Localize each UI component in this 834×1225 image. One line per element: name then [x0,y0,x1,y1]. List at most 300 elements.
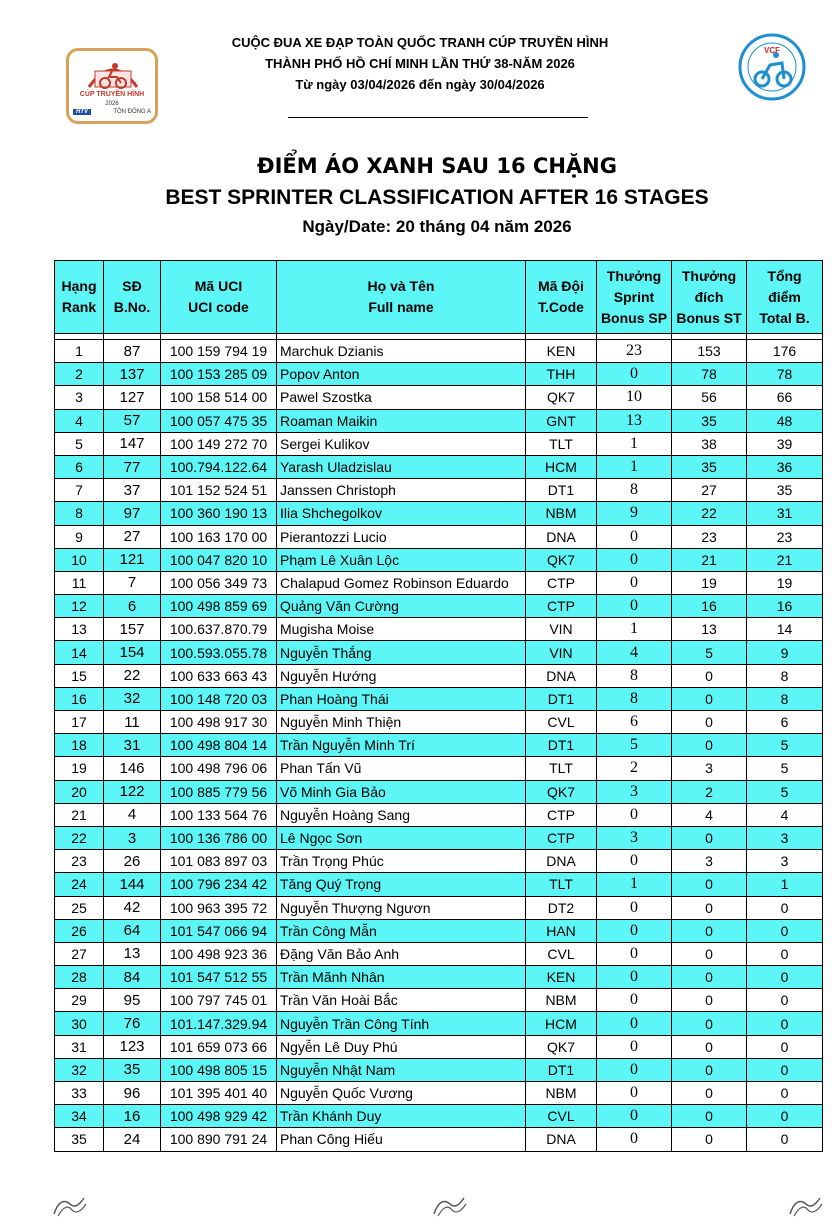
col-label-line: Thưởng [606,267,662,284]
rank-cell: 10 [55,548,104,571]
team-cell: CVL [526,1105,597,1128]
name-cell: Lê Ngọc Sơn [277,826,526,849]
bonus-stage-cell: 0 [672,942,747,965]
table-row [55,942,823,965]
uci-cell: 101 547 512 55 [161,966,277,989]
bonus-stage-cell: 153 [672,340,747,363]
bonus-sprint-cell: 8 [597,479,672,502]
name-cell: Trần Mãnh Nhân [277,966,526,989]
bib-cell: 4 [104,803,161,826]
name-cell: Phan Công Hiếu [277,1128,526,1151]
bonus-sprint-cell: 1 [597,432,672,455]
cyclist-emblem-icon [83,57,143,91]
bonus-sprint-cell: 0 [597,919,672,942]
bonus-sprint-cell: 23 [597,340,672,363]
table-row [55,1128,823,1151]
event-title-line1: CUỘC ĐUA XE ĐẠP TOÀN QUỐC TRANH CÚP TRUYỀN HÌNH [231,35,609,50]
bonus-sprint-cell: 0 [597,1058,672,1081]
team-cell: NBM [526,502,597,525]
col-label-line: điểm [768,288,801,305]
table-row [55,1012,823,1035]
team-cell: NBM [526,1082,597,1105]
name-cell: Nguyễn Hướng [277,664,526,687]
name-cell: Pawel Szostka [277,386,526,409]
total-cell: 3 [747,850,823,873]
bonus-sprint-cell: 3 [597,780,672,803]
col-rank [55,261,104,334]
table-row [55,479,823,502]
uci-cell: 100 136 786 00 [161,826,277,849]
total-cell: 0 [747,942,823,965]
team-cell: TLT [526,873,597,896]
total-cell: 8 [747,687,823,710]
total-cell: 0 [747,896,823,919]
total-cell: 31 [747,502,823,525]
uci-cell: 100 890 791 24 [161,1128,277,1151]
name-cell: Ngyễn Lê Duy Phú [277,1035,526,1058]
bonus-sprint-cell: 1 [597,455,672,478]
uci-cell: 100 360 190 13 [161,502,277,525]
name-cell: Quảng Văn Cường [277,595,526,618]
col-bonus-stage [672,261,747,334]
bonus-stage-cell: 5 [672,641,747,664]
table-row [55,502,823,525]
uci-cell: 100 149 272 70 [161,432,277,455]
name-cell: Chalapud Gomez Robinson Eduardo [277,571,526,594]
name-cell: Trần Khánh Duy [277,1105,526,1128]
rank-cell: 7 [55,479,104,502]
bib-cell: 26 [104,850,161,873]
total-cell: 0 [747,1012,823,1035]
name-cell: Mugisha Moise [277,618,526,641]
total-cell: 48 [747,409,823,432]
col-label-line: Full name [368,299,434,315]
bonus-sprint-cell: 0 [597,989,672,1012]
bonus-sprint-cell: 0 [597,1012,672,1035]
bib-cell: 11 [104,711,161,734]
bonus-stage-cell: 16 [672,595,747,618]
bonus-sprint-cell: 5 [597,734,672,757]
bib-cell: 137 [104,363,161,386]
bonus-stage-cell: 0 [672,966,747,989]
col-label-line: Total B. [759,309,810,326]
bonus-sprint-cell: 0 [597,1082,672,1105]
bib-cell: 97 [104,502,161,525]
bib-cell: 37 [104,479,161,502]
name-cell: Marchuk Dzianis [277,340,526,363]
bib-cell: 87 [104,340,161,363]
col-label-line: Họ và Tên [367,278,435,294]
team-cell: DT1 [526,1058,597,1081]
col-label-line: Tổng [767,267,802,284]
team-cell: CTP [526,571,597,594]
total-cell: 0 [747,1128,823,1151]
bonus-sprint-cell: 0 [597,803,672,826]
event-header [170,32,670,95]
col-team [526,261,597,334]
team-cell: CVL [526,711,597,734]
table-row [55,1082,823,1105]
bonus-stage-cell: 0 [672,711,747,734]
table-row [55,757,823,780]
bonus-stage-cell: 0 [672,989,747,1012]
bib-cell: 32 [104,687,161,710]
name-cell: Nguyễn Trần Công Tính [277,1012,526,1035]
bib-cell: 96 [104,1082,161,1105]
uci-cell: 101 395 401 40 [161,1082,277,1105]
bonus-sprint-cell: 10 [597,386,672,409]
uci-cell: 101 547 066 94 [161,919,277,942]
team-cell: HAN [526,919,597,942]
table-row [55,1058,823,1081]
name-cell: Nguyễn Thượng Ngươn [277,896,526,919]
total-cell: 8 [747,664,823,687]
col-label-line: Bonus SP [600,309,668,326]
table-row [55,340,823,363]
uci-cell: 100 153 285 09 [161,363,277,386]
bonus-sprint-cell: 0 [597,363,672,386]
team-cell: QK7 [526,1035,597,1058]
rank-cell: 28 [55,966,104,989]
cycling-swirl-icon [50,1190,90,1220]
rank-cell: 34 [55,1105,104,1128]
uci-cell: 100.593.055.78 [161,641,277,664]
team-cell: VIN [526,641,597,664]
rank-cell: 19 [55,757,104,780]
bib-cell: 64 [104,919,161,942]
bonus-sprint-cell: 9 [597,502,672,525]
bonus-stage-cell: 0 [672,664,747,687]
bonus-stage-cell: 0 [672,687,747,710]
total-cell: 5 [747,734,823,757]
col-label-line: Mã Đội [538,278,584,294]
rank-cell: 16 [55,687,104,710]
uci-cell: 100 498 859 69 [161,595,277,618]
bonus-stage-cell: 0 [672,734,747,757]
bonus-stage-cell: 35 [672,409,747,432]
team-cell: DNA [526,850,597,873]
team-cell: CTP [526,826,597,849]
rank-cell: 15 [55,664,104,687]
col-label-line: Hạng [61,278,97,294]
rank-cell: 11 [55,571,104,594]
name-cell: Tăng Quý Trọng [277,873,526,896]
bonus-stage-cell: 35 [672,455,747,478]
bonus-sprint-cell: 0 [597,1128,672,1151]
bib-cell: 42 [104,896,161,919]
table-row [55,803,823,826]
rank-cell: 22 [55,826,104,849]
col-label-line: Mã UCI [194,278,243,294]
uci-cell: 101 659 073 66 [161,1035,277,1058]
total-cell: 39 [747,432,823,455]
team-cell: DNA [526,1128,597,1151]
rank-cell: 23 [55,850,104,873]
rank-cell: 2 [55,363,104,386]
total-cell: 35 [747,479,823,502]
table-row [55,780,823,803]
table-row [55,595,823,618]
total-cell: 0 [747,966,823,989]
bonus-sprint-cell: 0 [597,571,672,594]
uci-cell: 100 057 475 35 [161,409,277,432]
rank-cell: 1 [55,340,104,363]
rank-cell: 3 [55,386,104,409]
name-cell: Đặng Văn Bảo Anh [277,942,526,965]
rank-cell: 20 [55,780,104,803]
bib-cell: 144 [104,873,161,896]
team-cell: DT2 [526,896,597,919]
total-cell: 176 [747,340,823,363]
total-cell: 23 [747,525,823,548]
bonus-sprint-cell: 13 [597,409,672,432]
total-cell: 0 [747,989,823,1012]
name-cell: Ilia Shchegolkov [277,502,526,525]
bonus-stage-cell: 22 [672,502,747,525]
cycling-swirl-icon [786,1190,826,1220]
bib-cell: 22 [104,664,161,687]
rank-cell: 21 [55,803,104,826]
team-cell: KEN [526,340,597,363]
bonus-stage-cell: 0 [672,1035,747,1058]
team-cell: DNA [526,525,597,548]
bonus-sprint-cell: 0 [597,595,672,618]
total-cell: 19 [747,571,823,594]
col-label-line: Bonus ST [676,309,742,326]
rank-cell: 33 [55,1082,104,1105]
uci-cell: 100 633 663 43 [161,664,277,687]
table-row [55,409,823,432]
bonus-stage-cell: 2 [672,780,747,803]
team-cell: VIN [526,618,597,641]
uci-cell: 100 796 234 42 [161,873,277,896]
bonus-stage-cell: 0 [672,1058,747,1081]
table-row [55,687,823,710]
bib-cell: 35 [104,1058,161,1081]
team-cell: GNT [526,409,597,432]
team-cell: HCM [526,1012,597,1035]
total-cell: 21 [747,548,823,571]
bib-cell: 27 [104,525,161,548]
name-cell: Nguyễn Quốc Vương [277,1082,526,1105]
uci-cell: 100 498 804 14 [161,734,277,757]
bonus-stage-cell: 56 [672,386,747,409]
bonus-stage-cell: 0 [672,826,747,849]
name-cell: Sergei Kulikov [277,432,526,455]
table-row [55,618,823,641]
table-row [55,571,823,594]
bib-cell: 76 [104,1012,161,1035]
name-cell: Phạm Lê Xuân Lộc [277,548,526,571]
logo-year: 2026 [105,101,119,107]
bonus-stage-cell: 38 [672,432,747,455]
rank-cell: 29 [55,989,104,1012]
bonus-stage-cell: 0 [672,1012,747,1035]
sponsor-badge: TÔN ĐÔNG A [113,109,151,115]
bonus-stage-cell: 0 [672,1105,747,1128]
table-row [55,919,823,942]
bib-cell: 7 [104,571,161,594]
team-cell: CTP [526,595,597,618]
uci-cell: 100 498 929 42 [161,1105,277,1128]
bib-cell: 154 [104,641,161,664]
bonus-stage-cell: 0 [672,896,747,919]
rank-cell: 24 [55,873,104,896]
table-row [55,826,823,849]
bib-cell: 95 [104,989,161,1012]
name-cell: Janssen Christoph [277,479,526,502]
bib-cell: 57 [104,409,161,432]
uci-cell: 100 498 917 30 [161,711,277,734]
bonus-stage-cell: 0 [672,919,747,942]
table-row [55,1035,823,1058]
name-cell: Trần Văn Hoài Bắc [277,989,526,1012]
bonus-sprint-cell: 4 [597,641,672,664]
bonus-sprint-cell: 1 [597,618,672,641]
uci-cell: 100 133 564 76 [161,803,277,826]
total-cell: 5 [747,780,823,803]
total-cell: 4 [747,803,823,826]
team-cell: THH [526,363,597,386]
col-label-line: đích [694,288,724,305]
total-cell: 16 [747,595,823,618]
bib-cell: 122 [104,780,161,803]
bonus-stage-cell: 13 [672,618,747,641]
total-cell: 14 [747,618,823,641]
bonus-sprint-cell: 3 [597,826,672,849]
uci-cell: 100 963 395 72 [161,896,277,919]
bonus-stage-cell: 78 [672,363,747,386]
team-cell: QK7 [526,780,597,803]
bonus-sprint-cell: 0 [597,850,672,873]
team-cell: QK7 [526,548,597,571]
classification-title-vi: ĐIỂM ÁO XANH SAU 16 CHẶNG [257,154,617,178]
table-row [55,363,823,386]
uci-cell: 100 047 820 10 [161,548,277,571]
uci-cell: 100.637.870.79 [161,618,277,641]
col-label-line: B.No. [113,299,151,315]
team-cell: CTP [526,803,597,826]
table-row [55,455,823,478]
col-label-line: UCI code [188,299,249,315]
bib-cell: 84 [104,966,161,989]
team-cell: KEN [526,966,597,989]
event-dates: Từ ngày 03/04/2026 đến ngày 30/04/2026 [295,77,545,92]
uci-cell: 100 158 514 00 [161,386,277,409]
bonus-sprint-cell: 0 [597,525,672,548]
team-cell: DT1 [526,479,597,502]
total-cell: 0 [747,1105,823,1128]
bonus-stage-cell: 3 [672,757,747,780]
bonus-stage-cell: 0 [672,1082,747,1105]
uci-cell: 100 498 805 15 [161,1058,277,1081]
rank-cell: 12 [55,595,104,618]
uci-cell: 100.794.122.64 [161,455,277,478]
total-cell: 66 [747,386,823,409]
cycling-swirl-icon [430,1190,470,1220]
name-cell: Roaman Maikin [277,409,526,432]
bib-cell: 6 [104,595,161,618]
rank-cell: 27 [55,942,104,965]
bonus-sprint-cell: 8 [597,664,672,687]
rank-cell: 4 [55,409,104,432]
total-cell: 6 [747,711,823,734]
bonus-stage-cell: 23 [672,525,747,548]
uci-cell: 101 152 524 51 [161,479,277,502]
col-label-line: Sprint [613,288,655,305]
col-bib [104,261,161,334]
table-row [55,432,823,455]
team-cell: HCM [526,455,597,478]
col-bonus-sprint [597,261,672,334]
bonus-stage-cell: 4 [672,803,747,826]
name-cell: Yarash Uladzislau [277,455,526,478]
bonus-sprint-cell: 1 [597,873,672,896]
table-row [55,873,823,896]
table-row [55,711,823,734]
uci-cell: 101 083 897 03 [161,850,277,873]
name-cell: Phan Hoàng Thái [277,687,526,710]
vcf-federation-logo [734,33,810,101]
col-label-line: T.Code [538,299,584,315]
htv-badge: HTV [73,109,91,115]
table-row [55,525,823,548]
team-cell: DNA [526,664,597,687]
col-label-line: Rank [61,299,97,315]
rank-cell: 18 [55,734,104,757]
name-cell: Nguyễn Nhật Nam [277,1058,526,1081]
total-cell: 0 [747,1035,823,1058]
table-row [55,896,823,919]
bonus-sprint-cell: 0 [597,1105,672,1128]
rank-cell: 31 [55,1035,104,1058]
rank-cell: 8 [55,502,104,525]
table-row [55,850,823,873]
uci-cell: 101.147.329.94 [161,1012,277,1035]
cup-logo [66,48,158,124]
bonus-stage-cell: 19 [672,571,747,594]
table-row [55,966,823,989]
rank-cell: 13 [55,618,104,641]
classification-title-en: BEST SPRINTER CLASSIFICATION AFTER 16 STAGES [165,186,709,209]
bib-cell: 31 [104,734,161,757]
table-row [55,641,823,664]
total-cell: 9 [747,641,823,664]
bonus-stage-cell: 3 [672,850,747,873]
total-cell: 3 [747,826,823,849]
rank-cell: 17 [55,711,104,734]
col-label-line: SĐ [122,278,142,294]
bib-cell: 123 [104,1035,161,1058]
col-total [747,261,823,334]
name-cell: Võ Minh Gia Bảo [277,780,526,803]
table-row [55,1105,823,1128]
total-cell: 78 [747,363,823,386]
team-cell: NBM [526,989,597,1012]
total-cell: 5 [747,757,823,780]
name-cell: Trần Nguyễn Minh Trí [277,734,526,757]
bonus-sprint-cell: 0 [597,896,672,919]
bib-cell: 77 [104,455,161,478]
rank-cell: 35 [55,1128,104,1151]
bonus-stage-cell: 0 [672,1128,747,1151]
bonus-stage-cell: 21 [672,548,747,571]
bonus-sprint-cell: 0 [597,548,672,571]
uci-cell: 100 148 720 03 [161,687,277,710]
bib-cell: 121 [104,548,161,571]
total-cell: 1 [747,873,823,896]
bonus-sprint-cell: 0 [597,942,672,965]
